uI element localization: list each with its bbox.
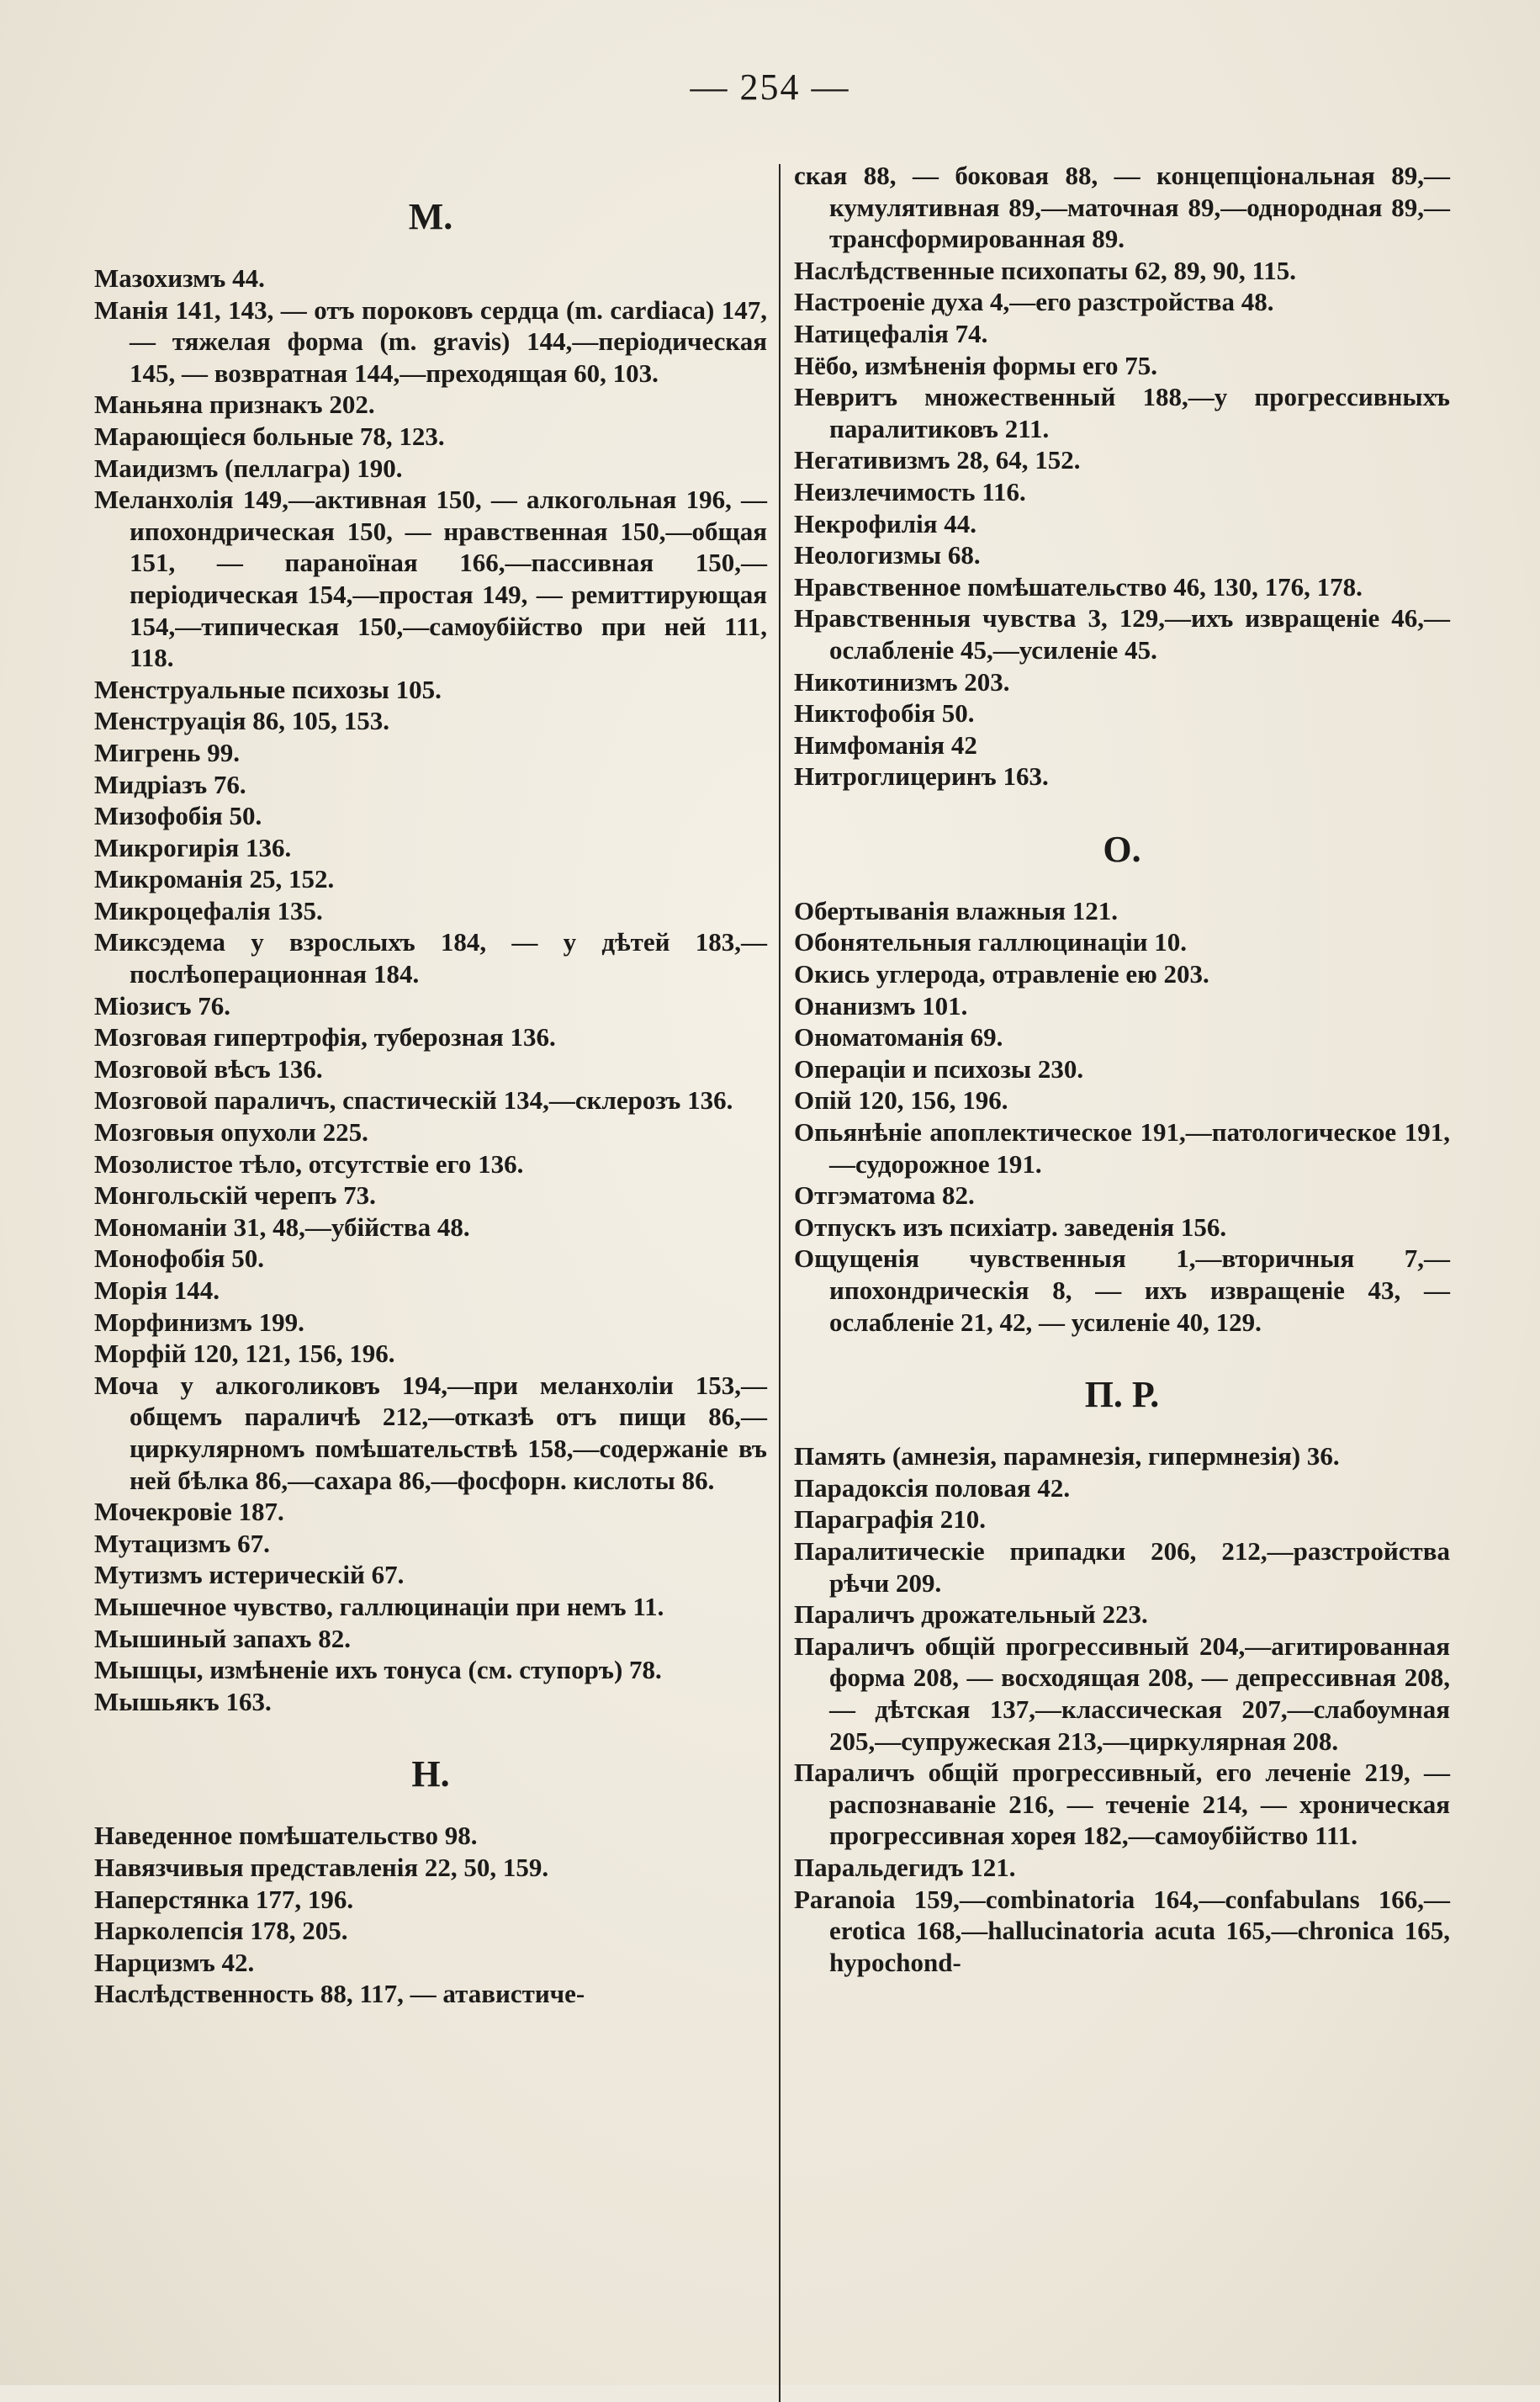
index-entry: Негативизмъ 28, 64, 152. <box>794 445 1081 475</box>
index-entry: Парадоксія половая 42. <box>794 1472 1071 1503</box>
index-entry: Мозговая гипертрофія, туберозная 136. <box>94 1022 556 1053</box>
index-entry: Мономаніи 31, 48,—убійства 48. <box>94 1212 470 1242</box>
index-entry: Морфій 120, 121, 156, 196. <box>94 1339 395 1369</box>
index-entry: Память (амнезія, парамнезія, гипермнезія) 36. <box>794 1441 1340 1471</box>
index-entry: Міозисъ 76. <box>94 990 231 1021</box>
section-m-entries <box>94 262 767 1717</box>
index-entry: Марающіеся больные 78, 123. <box>94 421 445 451</box>
index-entry: Миксэдема у взрослыхъ 184, — у дѣтей 183,—послѣоперационная 184. <box>94 927 767 989</box>
index-entry: Менструація 86, 105, 153. <box>94 706 390 736</box>
index-entry: Неизлечимость 116. <box>794 476 1026 506</box>
index-entry: Параличъ дрожательный 223. <box>794 1599 1148 1630</box>
index-entry: Нравственное помѣшательство 46, 130, 176, 178. <box>794 571 1363 602</box>
continuation-entries <box>794 160 1450 793</box>
index-entry: Мышьякъ 163. <box>94 1686 272 1716</box>
index-entry: Паралитическіе припадки 206, 212,—разстройства рѣчи 209. <box>794 1535 1450 1598</box>
index-entry: Параличъ общій прогрессивный 204,—агитированная форма 208, — восходящая 208, — депрессивная 208, — дѣтская 137,—классическая 207,—слабоумная 205,—супружеская 213,—циркулярная 208. <box>794 1630 1450 1756</box>
index-entry: Невритъ множественный 188,—у прогрессивныхъ паралитиковъ 211. <box>794 382 1450 443</box>
index-entry: Настроеніе духа 4,—его разстройства 48. <box>794 287 1274 317</box>
index-entry: Ощущенія чувственныя 1,—вторичныя 7,—ипохондрическія 8, — ихъ извращеніе 43, — ослабленіе 21, 42, — усиленіе 40, 129. <box>794 1243 1450 1337</box>
index-entry: Мигрень 99. <box>94 737 240 767</box>
index-entry: Нарколепсія 178, 205. <box>94 1916 348 1946</box>
index-entry: Мутизмъ истерическій 67. <box>94 1560 405 1590</box>
index-entry: Манія 141, 143, — отъ пороковъ сердца (m. cardiaca) 147, — тяжелая форма (m. gravis) 144,—періодическая 145, — возвратная 144,—преходящая 60, 103. <box>94 294 767 388</box>
index-entry: Неологизмы 68. <box>794 540 981 570</box>
index-entry: Маньяна признакъ 202. <box>94 390 375 420</box>
index-entry: Никтофобія 50. <box>794 698 975 729</box>
index-entry: Микроманія 25, 152. <box>94 864 335 894</box>
index-entry: Маидизмъ (пеллагра) 190. <box>94 453 403 483</box>
index-entry: Нитроглицеринъ 163. <box>794 761 1049 792</box>
index-entry: Paranoia 159,—combinatoria 164,—confabulans 166,—erotica 168,—hallucinatoria acuta 165,—chronica 165, hypochond- <box>794 1884 1450 1977</box>
index-entry: Навязчивыя представленія 22, 50, 159. <box>94 1852 549 1882</box>
index-entry: Мидріазъ 76. <box>94 769 246 799</box>
index-entry: Опій 120, 156, 196. <box>794 1085 1008 1116</box>
index-entry: Нимфоманія 42 <box>794 729 977 760</box>
index-entry: Наслѣдственные психопаты 62, 89, 90, 115. <box>794 255 1297 285</box>
index-entry: Микроцефалія 135. <box>94 895 323 925</box>
left-column <box>94 160 767 2010</box>
index-entry: Мозговой параличъ, спастическій 134,—склерозъ 136. <box>94 1085 733 1116</box>
section-n-entries <box>94 1820 767 2010</box>
index-entry: Отпускъ изъ психіатр. заведенія 156. <box>794 1212 1227 1242</box>
index-entry: Нёбо, измѣненія формы его 75. <box>794 350 1158 380</box>
index-entry: Микрогирія 136. <box>94 832 292 862</box>
index-entry: Монофобія 50. <box>94 1243 265 1274</box>
index-entry: Онанизмъ 101. <box>794 990 968 1021</box>
index-entry: Нравственныя чувства 3, 129,—ихъ извращеніе 46,—ослабленіе 45,—усиленіе 45. <box>794 603 1450 665</box>
index-entry: Мутацизмъ 67. <box>94 1528 270 1558</box>
page-number: — 254 — <box>690 66 850 108</box>
index-entry: Моча у алкоголиковъ 194,—при меланхоліи 153,—общемъ параличѣ 212,—отказѣ отъ пищи 86,—циркулярномъ помѣшательствѣ 158,—содержаніе въ ней бѣлка 86,—сахара 86,—фосфорн. кислоты 86. <box>94 1370 767 1495</box>
index-entry: Отгэматома 82. <box>794 1180 975 1211</box>
index-entry: Наперстянка 177, 196. <box>94 1884 354 1914</box>
index-entry: Натицефалія 74. <box>794 318 988 348</box>
index-entry: Ономатоманія 69. <box>794 1022 1003 1053</box>
index-entry: Мозговыя опухоли 225. <box>94 1117 368 1148</box>
index-entry: Мышцы, измѣненіе ихъ тонуса (см. ступоръ) 78. <box>94 1655 662 1685</box>
index-entry: Менструальные психозы 105. <box>94 674 442 704</box>
index-entry: Монгольскій черепъ 73. <box>94 1180 376 1211</box>
index-entry: Нарцизмъ 42. <box>94 1947 255 1977</box>
index-entry: Никотинизмъ 203. <box>794 666 1010 697</box>
index-entry: Наведенное помѣшательство 98. <box>94 1821 478 1851</box>
index-entry: Паральдегидъ 121. <box>794 1852 1016 1882</box>
index-entry: Параличъ общій прогрессивный, его леченіе 219, — распознаваніе 216, — теченіе 214, — хроническая прогрессивная хорея 182,—самоубійство 111. <box>794 1758 1450 1851</box>
index-entry: Мозолистое тѣло, отсутствіе его 136. <box>94 1148 524 1179</box>
right-column <box>794 160 1450 1978</box>
section-pr-entries <box>794 1440 1450 1978</box>
index-entry: Параграфія 210. <box>794 1504 987 1535</box>
index-entry: Опьянѣніе апоплектическое 191,—патологическое 191,—судорожное 191. <box>794 1117 1450 1179</box>
section-letter-pr: П. Р. <box>1084 1374 1160 1416</box>
index-entry: Некрофилія 44. <box>794 508 977 538</box>
index-entry: Морфинизмъ 199. <box>94 1307 304 1337</box>
section-letter-o: О. <box>1103 828 1141 870</box>
index-entry: Мазохизмъ 44. <box>94 263 265 293</box>
index-entry: Мочекровіе 187. <box>94 1497 284 1527</box>
index-entry: Окись углерода, отравленіе ею 203. <box>794 959 1209 989</box>
index-entry: Обертыванія влажныя 121. <box>794 895 1119 925</box>
index-entry: Обонятельныя галлюцинаціи 10. <box>794 927 1187 957</box>
index-entry: Мышиный запахъ 82. <box>94 1623 351 1653</box>
section-o-entries <box>794 895 1450 1338</box>
index-entry: Меланхолія 149,—активная 150, — алкогольная 196, — ипохондрическая 150, — нравственная 150,—общая 151, — параноїная 166,—пассивная 150,—періодическая 154,—простая 149, — ремиттирующая 154,—типическая 150,—самоубійство при ней 111, 118. <box>94 485 767 673</box>
index-entry: Мизофобія 50. <box>94 801 262 831</box>
section-letter-m: М. <box>408 196 453 237</box>
index-entry: Наслѣдственность 88, 117, — атавистиче- <box>94 1979 585 2009</box>
section-letter-n: Н. <box>411 1753 450 1795</box>
index-entry: Операціи и психозы 230. <box>794 1053 1084 1084</box>
column-divider <box>779 164 781 2402</box>
index-entry: Морія 144. <box>94 1275 220 1305</box>
index-entry: Мышечное чувство, галлюцинаціи при немъ 11. <box>94 1591 664 1621</box>
index-entry: ская 88, — боковая 88, — концепціональная 89,—кумулятивная 89,—маточная 89,—однородная 89,—трансформированная 89. <box>794 161 1450 254</box>
index-entry: Мозговой вѣсъ 136. <box>94 1053 323 1084</box>
